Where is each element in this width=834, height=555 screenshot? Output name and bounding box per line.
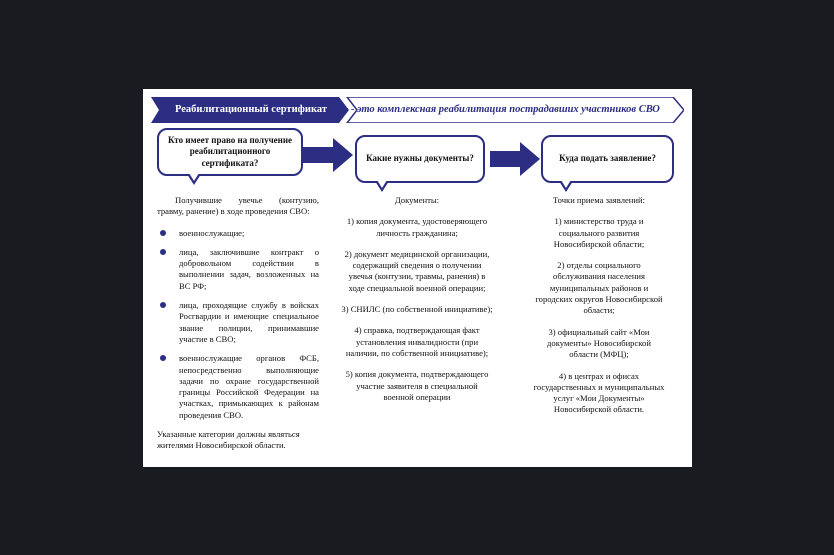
- eligibility-item-text: военнослужащие органов ФСБ, непосредственно выполняющие задачи по охране государственной границы Российской Федерации на участках, примыкающих к районам проведения СВО.: [179, 353, 319, 420]
- eligibility-column: [157, 195, 319, 452]
- eligibility-intro: Получившие увечье (контузию, травму, ранение) в ходе проведения СВО:: [157, 195, 319, 217]
- eligibility-item: [157, 247, 319, 292]
- bullet-dot-icon: [157, 247, 179, 292]
- eligibility-item-text: лица, заключившие контракт о добровольном содействии в выполнении задач, возложенных на ВС РФ;: [179, 246, 319, 291]
- submission-heading: Точки приема заявлений:: [553, 195, 645, 205]
- eligibility-item: [157, 300, 319, 345]
- title-banner: [151, 97, 684, 123]
- document-item: 4) справка, подтверждающая факт установления инвалидности (при наличии, по собственной инициативе);: [345, 325, 489, 358]
- question-documents: [355, 135, 485, 183]
- question-eligibility-text: Кто имеет право на получение реабилитационного сертификата?: [167, 134, 293, 168]
- question-eligibility: [157, 128, 303, 176]
- submission-item: 4) в центрах и офисах государственных и муниципальных услуг «Мои Документы» Новосибирской области.: [533, 370, 665, 415]
- document-item: 2) документ медицинской организации, содержащий сведения о получении увечья (контузии, травмы, ранения) в ходе специальной военной операции;: [344, 248, 490, 293]
- eligibility-note: Указанные категории должны являться жителями Новосибирской области.: [157, 429, 300, 451]
- question-submission-text: Куда подать заявление?: [559, 153, 656, 164]
- document-item: 5) копия документа, подтверждающего участие заявителя в специальной военной операции: [345, 369, 489, 402]
- banner-subtitle: - это комплексная реабилитация пострадавших участников СВО: [351, 104, 660, 115]
- eligibility-item-text: лица, проходящие службу в войсках Росгвардии и имеющие специальное звание полиции, принимавшие участие в СВО;: [179, 300, 319, 344]
- arrow-right-icon: [490, 142, 540, 176]
- question-documents-text: Какие нужны документы?: [366, 153, 474, 164]
- bullet-dot-icon: [157, 353, 179, 421]
- document-page: [143, 89, 692, 467]
- bullet-dot-icon: [157, 228, 179, 239]
- document-item: 3) СНИЛС (по собственной инициативе);: [341, 304, 493, 315]
- banner-title: Реабилитационный сертификат: [175, 104, 327, 115]
- bullet-dot-icon: [157, 300, 179, 345]
- question-submission: [541, 135, 674, 183]
- documents-column: [341, 195, 493, 413]
- arrow-right-icon: [303, 138, 353, 172]
- eligibility-item: [157, 353, 319, 421]
- submission-item: 1) министерство труда и социального развития Новосибирской области;: [553, 216, 645, 249]
- eligibility-item-text: военнослужащие;: [179, 227, 245, 238]
- eligibility-item: [157, 228, 319, 239]
- documents-heading: Документы:: [394, 195, 440, 205]
- submission-item: 3) официальный сайт «Мои документы» Новосибирской области (МФЦ);: [547, 326, 651, 360]
- document-item: 1) копия документа, удостоверяющего личность гражданина;: [346, 216, 488, 238]
- submission-column: [533, 195, 665, 426]
- submission-item: 2) отделы социального обслуживания населения муниципальных районов и городских округов Новосибирской области;: [535, 260, 663, 316]
